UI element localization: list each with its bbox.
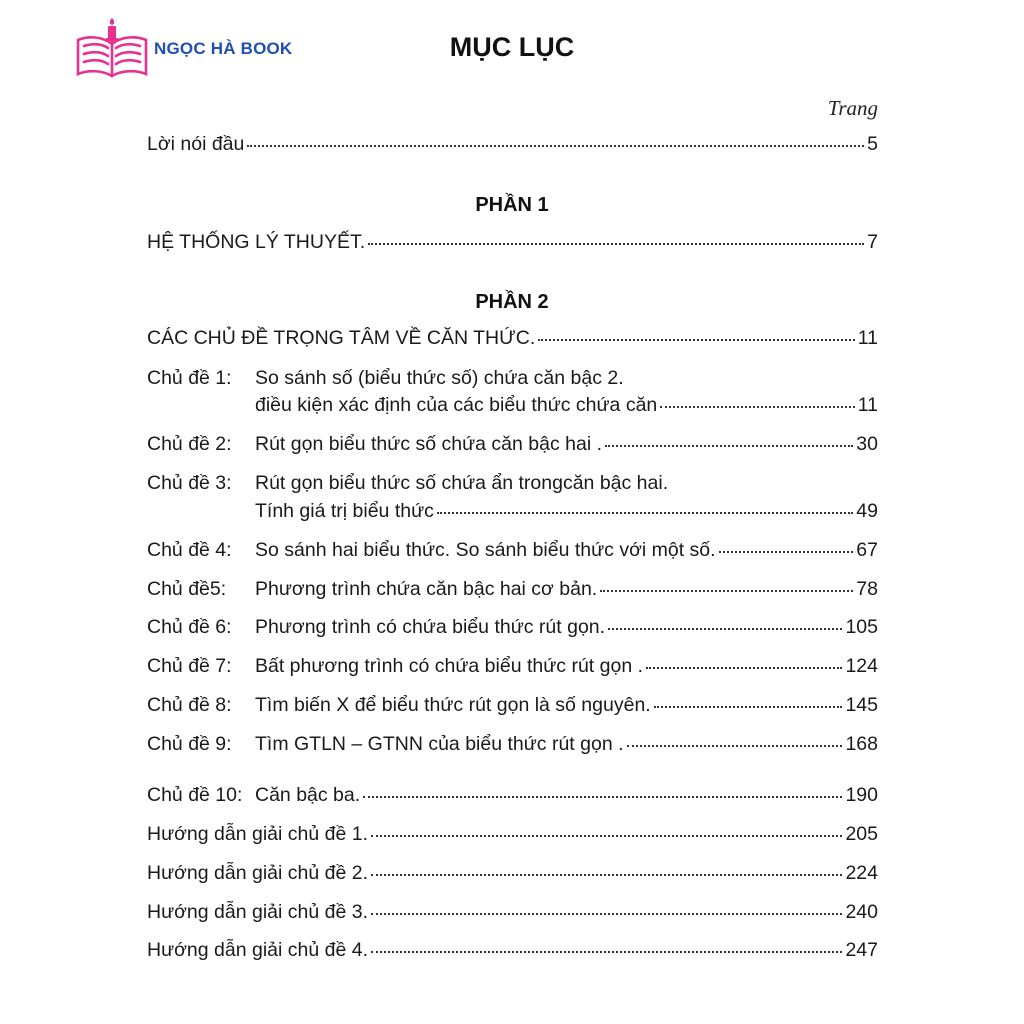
dot-leader [538,339,854,341]
topic-label: Chủ đề 1: [147,367,232,389]
dot-leader [605,445,853,447]
topic-title: Phương trình chứa căn bậc hai cơ bản. [255,578,598,600]
topic-label: Chủ đề 10: [147,784,243,806]
guide-title: Hướng dẫn giải chủ đề 3. [147,901,368,923]
toc-page-number: 224 [845,862,878,884]
toc-topic-3[interactable] [147,471,878,495]
dot-leader [363,796,842,798]
dot-leader [654,706,843,708]
topic-label: Chủ đề 8: [147,694,232,716]
toc-page-number: 205 [845,823,878,845]
dot-leader [371,874,842,876]
page-column-header: Trang [827,96,878,120]
topic-label: Chủ đề 6: [147,616,232,638]
topic-label: Chủ đề 3: [147,472,232,494]
toc-entry-intro[interactable] [147,132,878,156]
toc-guide-3[interactable] [147,900,878,924]
toc-entry-text: CÁC CHỦ ĐỀ TRỌNG TÂM VỀ CĂN THỨC. [147,327,536,349]
toc-page-number: 124 [845,655,878,677]
toc-page-number: 7 [867,231,878,253]
toc-entry-main-topics[interactable] [147,326,878,350]
toc-page-number: 168 [845,733,878,755]
toc-topic-1[interactable] [147,366,878,390]
topic-title: So sánh hai biểu thức. So sánh biểu thức với một số. [255,539,716,561]
toc-page-number: 67 [856,539,878,561]
dot-leader [608,628,842,630]
topic-title: Tìm biến X để biểu thức rút gọn là số nguyên. [255,694,651,716]
dot-leader [371,835,842,837]
toc-page-number: 247 [845,939,878,961]
dot-leader [600,590,853,592]
toc-page-number: 49 [856,500,878,522]
toc-page-number: 78 [856,578,878,600]
dot-leader [371,951,842,953]
dot-leader [719,551,854,553]
topic-title: Căn bậc ba. [255,784,361,806]
toc-guide-2[interactable] [147,861,878,885]
toc-topic-5[interactable] [147,577,878,601]
topic-title: Tìm GTLN – GTNN của biểu thức rút gọn . [255,733,624,755]
toc-page-number: 190 [845,784,878,806]
brand-name: NGỌC HÀ BOOK [154,39,293,58]
toc-guide-1[interactable] [147,822,878,846]
toc-page-number: 5 [867,133,878,155]
toc-topic-2[interactable] [147,432,878,456]
dot-leader [627,745,843,747]
part-1-heading: PHẦN 1 [475,194,549,216]
topic-label: Chủ đề 4: [147,539,232,561]
toc-page-number: 11 [857,394,878,416]
dot-leader [368,243,864,245]
toc-topic-3-cont[interactable] [255,499,878,523]
dot-leader [660,406,854,408]
dot-leader [247,145,864,147]
topic-title-cont: điều kiện xác định của các biểu thức chứa căn [255,394,658,416]
guide-title: Hướng dẫn giải chủ đề 1. [147,823,368,845]
topic-label: Chủ đề 2: [147,433,232,455]
toc-guide-4[interactable] [147,938,878,962]
toc-page-number: 30 [856,433,878,455]
toc-page-number: 11 [857,327,878,349]
toc-topic-8[interactable] [147,693,878,717]
dot-leader [646,667,842,669]
toc-topic-10[interactable] [147,783,878,807]
toc-entry-text: HỆ THỐNG LÝ THUYẾT. [147,231,366,253]
dot-leader [371,913,842,915]
topic-label: Chủ đề 7: [147,655,232,677]
part-2-heading: PHẦN 2 [475,291,549,313]
guide-title: Hướng dẫn giải chủ đề 2. [147,862,368,884]
toc-page-number: 240 [845,901,878,923]
toc-topic-7[interactable] [147,654,878,678]
toc-topic-6[interactable] [147,615,878,639]
toc-page-number: 105 [845,616,878,638]
toc-entry-theory[interactable] [147,230,878,254]
topic-label: Chủ đề5: [147,578,227,600]
topic-title: Rút gọn biểu thức số chứa ẩn trongcăn bậc hai. [255,472,669,494]
guide-title: Hướng dẫn giải chủ đề 4. [147,939,368,961]
topic-title: Rút gọn biểu thức số chứa căn bậc hai . [255,433,602,455]
toc-entry-text: Lời nói đầu [147,133,245,155]
topic-title: Phương trình có chứa biểu thức rút gọn. [255,616,606,638]
toc-topic-1-cont[interactable] [255,393,878,417]
page-title: MỤC LỤC [449,32,575,62]
toc-topic-9[interactable] [147,732,878,756]
topic-title: Bất phương trình có chứa biểu thức rút gọn . [255,655,644,677]
topic-label: Chủ đề 9: [147,733,232,755]
toc-topic-4[interactable] [147,538,878,562]
toc-page-number: 145 [845,694,878,716]
topic-title-cont: Tính giá trị biểu thức [255,500,434,522]
topic-title: So sánh số (biểu thức số) chứa căn bậc 2. [255,367,624,389]
dot-leader [437,512,853,514]
